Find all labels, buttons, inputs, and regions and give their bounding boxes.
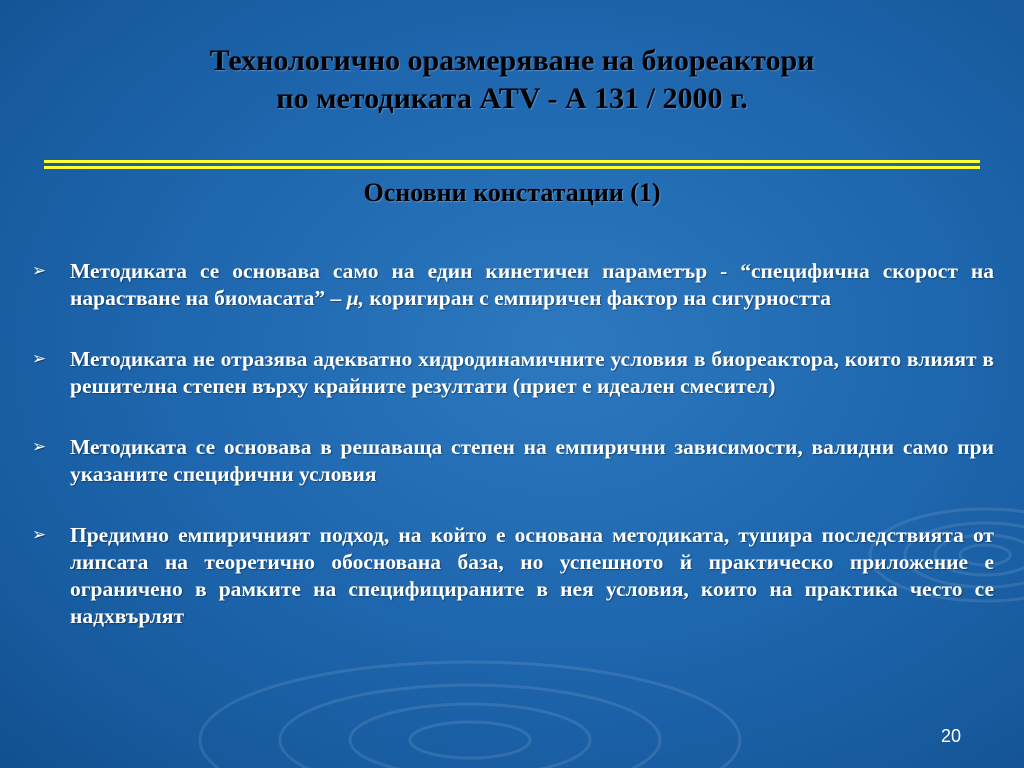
page-number: 20 [940,726,961,746]
bullet-item-3 [30,434,994,488]
bullet-1-text-end: коригиран с емпиричен фактор на сигурността [364,286,831,310]
bullet-list [30,258,994,664]
bullet-arrow-icon: ➢ [32,261,47,281]
bullet-1-text-start: Методиката се основава само на един кинетичен параметър - “специфична скорост на нарастване на биомасата” – [70,259,994,310]
bullet-2-text: Методиката не отразява адекватно хидродинамичните условия в биореактора, които влияят в решителна степен върху крайните резултати (приет е идеален смесител) [70,347,994,398]
bullet-arrow-icon: ➢ [32,437,47,457]
bullet-item-1 [30,258,994,312]
bullet-4-text: Предимно емпиричният подход, на който е основана методиката, тушира последствията от липсата на теоретично обоснована база, но успешното й практическо приложение е ограничено в рамките на специфицираните в нея условия, които на практика често се надхвърлят [70,523,994,628]
mu-symbol: μ, [346,286,365,310]
bullet-item-4 [30,522,994,630]
bullet-3-text: Методиката се основава в решаваща степен на емпирични зависимости, валидни само при указаните специфични условия [70,435,994,486]
bullet-arrow-icon: ➢ [32,525,47,545]
title-line-1: Технологично оразмеряване на биореактори [209,44,815,77]
slide-subtitle: Основни констатации (1) [363,178,661,207]
bullet-arrow-icon: ➢ [32,349,47,369]
title-line-2: по методиката ATV - А 131 / 2000 г. [276,82,748,115]
title-divider-top [44,160,980,163]
bullet-item-2 [30,346,994,400]
slide-title [0,42,1024,118]
title-divider-bottom [44,166,980,169]
